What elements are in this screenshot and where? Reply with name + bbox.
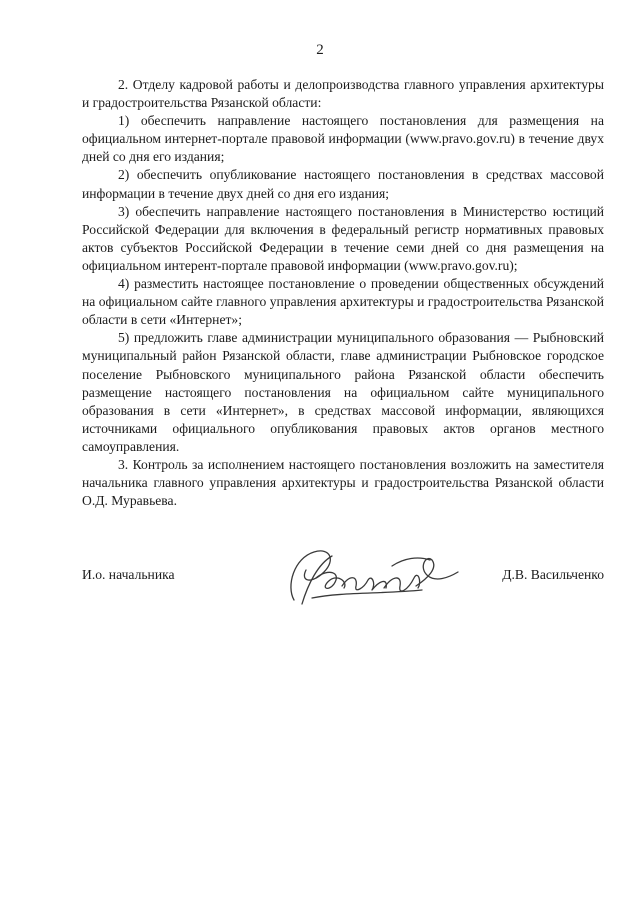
paragraph-subitem-2: 2) обеспечить опубликование настоящего постановления в средствах массовой информации в течение двух дней со дня его издания; xyxy=(82,167,604,201)
signatory-position: И.о. начальника xyxy=(82,567,175,582)
paragraph-subitem-4: 4) разместить настоящее постановление о проведении общественных обсуждений на официальном сайте главного управления архитектуры и градостроительства Рязанской области в сети «Интернет»; xyxy=(82,276,604,328)
paragraph-item-3: 3. Контроль за исполнением настоящего постановления возложить на заместителя начальника главного управления архитектуры и градостроительства Рязанской области О.Д. Муравьева. xyxy=(82,456,604,509)
paragraph-subitem-1: 1) обеспечить направление настоящего постановления для размещения на официальном интернет-портале правовой информации (www.pravo.gov.ru) в течение двух дней со дня его издания; xyxy=(82,113,604,165)
page-number: 2 xyxy=(316,42,324,58)
signature-block xyxy=(82,560,604,620)
paragraph-item-2: 2. Отделу кадровой работы и делопроизводства главного управления архитектуры и градостроительства Рязанской области: xyxy=(82,77,604,111)
paragraph-subitem-5: 5) предложить главе администрации муниципального образования — Рыбновский муниципальный район Рязанской области, главе администрации Рыбновское городское поселение Рыбновского муниципального района Рязанской области обеспечить размещение настоящего постановления на официальном сайте муниципального образования в сети «Интернет», в средствах массовой информации, являющихся источниками официального опубликования правовых актов органов местного самоуправления. xyxy=(82,330,604,454)
signatory-name: Д.В. Васильченко xyxy=(502,567,604,582)
document-body xyxy=(82,76,604,510)
handwritten-signature xyxy=(272,538,472,618)
paragraph-subitem-3: 3) обеспечить направление настоящего постановления в Министерство юстиций Российской Федерации для включения в федеральный регистр нормативных правовых актов субъектов Российской Федерации в течение семи дней со дня размещения на официальном интерент-портале правовой информации (www.pravo.gov.ru); xyxy=(82,203,604,273)
